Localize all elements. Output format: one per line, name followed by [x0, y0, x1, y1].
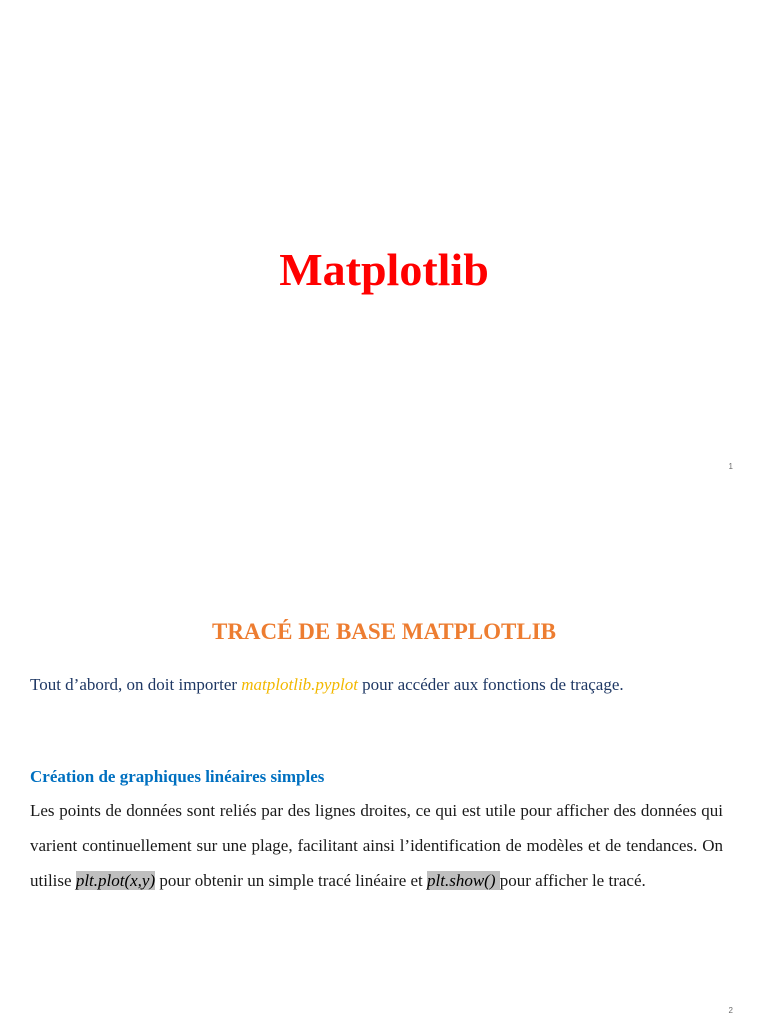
section-title: TRACÉ DE BASE MATPLOTLIB	[211, 619, 556, 644]
intro-paragraph	[30, 672, 730, 698]
intro-text-after: pour accéder aux fonctions de traçage.	[357, 675, 624, 694]
slide-page-2	[0, 512, 768, 1024]
page-number: 1	[728, 462, 733, 471]
paragraph-text-1: Les points de données sont reliés par des lignes droites, ce qui est utile pour afficher des données qui varient continuellement sur une plage, facilitant ainsi l’identification de modèles et de tendances. On utilise	[30, 801, 723, 890]
code-snippet-plot: plt.plot(x,y)	[75, 871, 156, 890]
paragraph-text-2: pour obtenir un simple tracé linéaire et	[155, 871, 428, 890]
subheading: Création de graphiques linéaires simples	[30, 767, 325, 786]
document-title: Matplotlib	[279, 244, 489, 295]
paragraph-text-3: pour afficher le tracé.	[499, 871, 646, 890]
module-name: matplotlib.pyplot	[241, 675, 358, 694]
code-snippet-show: plt.show()	[427, 871, 500, 890]
page-number: 2	[728, 1006, 733, 1015]
intro-text-before: Tout d’abord, on doit importer	[30, 675, 242, 694]
body-paragraph	[30, 793, 723, 898]
